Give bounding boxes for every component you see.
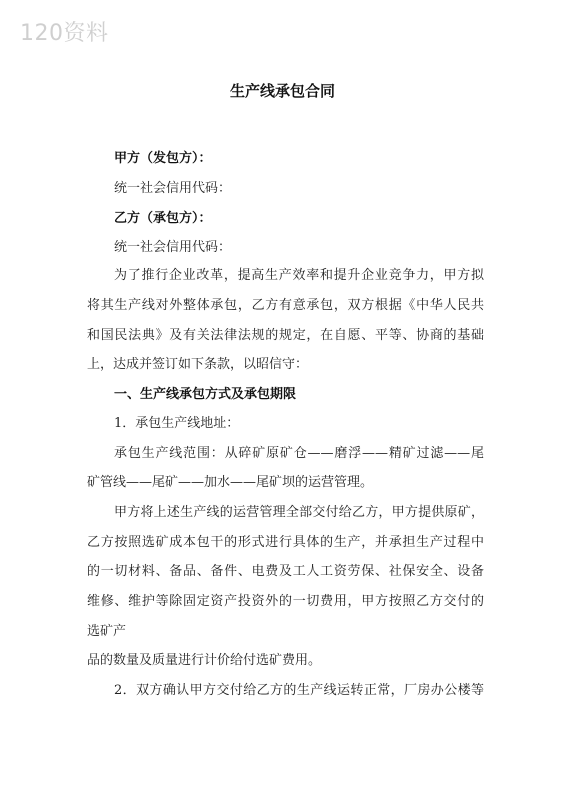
body-line: 维修、维护等除固定资产投资外的一切费用，甲方按照乙方交付的: [87, 594, 484, 609]
party-b-heading: 乙方（承包方）：: [114, 211, 212, 226]
watermark: 120资料: [20, 21, 109, 46]
scope-line: 承包生产线范围：从碎矿原矿仓——磨浮——精矿过滤——尾: [114, 446, 484, 461]
preamble-line: 和国民法典》及有关法律法规的规定，在自愿、平等、协商的基础: [87, 328, 484, 343]
party-b-credit-code: 统一社会信用代码：: [114, 240, 232, 255]
item-2-line: 2．双方确认甲方交付给乙方的生产线运转正常，厂房办公楼等: [114, 683, 484, 698]
document-title: 生产线承包合同: [229, 82, 335, 100]
party-a-heading: 甲方（发包方）：: [114, 151, 212, 166]
body-line: 品的数量及质量进行计价给付选矿费用。: [87, 653, 322, 668]
item-1-address: 1．承包生产线地址：: [114, 416, 240, 431]
body-line: 的一切材料、备品、备件、电费及工人工资劳保、社保安全、设备: [87, 564, 484, 579]
body-line: 选矿产: [87, 624, 127, 639]
party-a-credit-code: 统一社会信用代码：: [114, 181, 232, 196]
body-line: 乙方按照选矿成本包干的形式进行具体的生产，并承担生产过程中: [87, 535, 484, 550]
preamble-line: 为了推行企业改革，提高生产效率和提升企业竞争力，甲方拟: [114, 268, 484, 283]
preamble-line: 上，达成并签订如下条款，以昭信守：: [87, 357, 309, 372]
section-1-heading: 一、生产线承包方式及承包期限: [114, 387, 297, 402]
scope-line: 矿管线——尾矿——加水——尾矿坝的运营管理。: [87, 475, 374, 490]
body-line: 甲方将上述生产线的运营管理全部交付给乙方，甲方提供原矿，: [114, 505, 484, 520]
preamble-line: 将其生产线对外整体承包，乙方有意承包，双方根据《中华人民共: [87, 298, 484, 313]
